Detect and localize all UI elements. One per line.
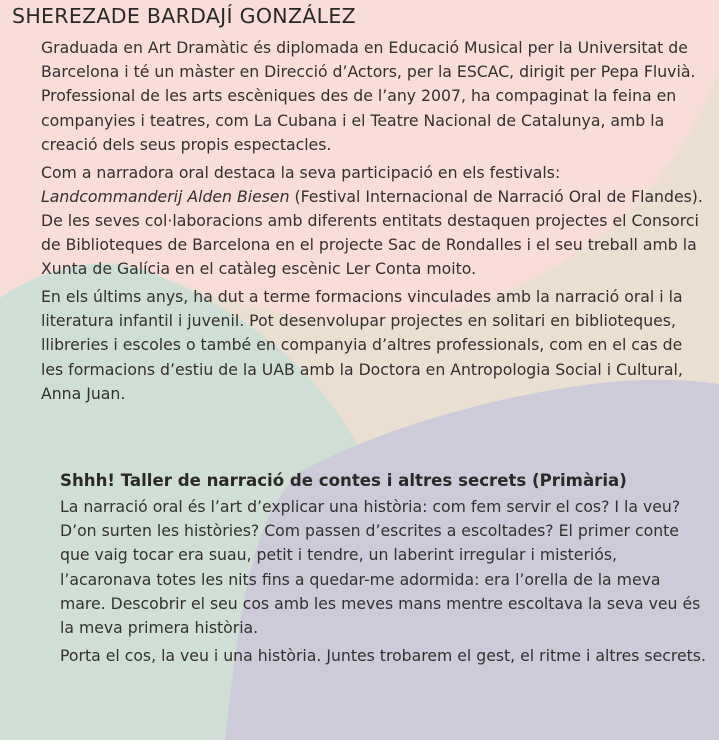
bio-festivals-rest: (Festival Internacional de Narració Oral de Flandes). De les seves col·laboracions amb diferents entitats destaquen projectes el Consorci de Biblioteques de Barcelona en el projecte Sac de Rondalles i el seu treball amb la Xunta de Galícia en el catàleg escènic Ler Conta moito. [41, 186, 703, 279]
bio-paragraph: En els últims anys, ha dut a terme formacions vinculades amb la narració oral i la literatura infantil i juvenil. Pot desenvolupar projectes en solitari en biblioteques, llibreries i escoles o també en companyia d’altres professionals, com en el cas de les formacions d’estiu de la UAB amb la Doctora en Antropologia Social i Cultural, Anna Juan. [41, 287, 683, 403]
festival-name: Landcommanderij Alden Biesen [41, 186, 290, 206]
profile-name: SHEREZADE BARDAJÍ GONZÁLEZ [12, 4, 356, 28]
workshop-title: Shhh! Taller de narració de contes i altres secrets (Primària) [60, 471, 627, 490]
profile-bio [41, 36, 705, 410]
bio-paragraph: Graduada en Art Dramàtic és diplomada en Educació Musical per la Universitat de Barcelona i té un màster en Direcció d’Actors, per la ESCAC, dirigit per Pepa Fluvià. Professional de les arts escèniques des de l’any 2007, ha compaginat la feina en companyies i teatres, com La Cubana i el Teatre Nacional de Catalunya, amb la creació dels seus propis espectacles. [41, 38, 696, 154]
bio-festivals-lead: Com a narradora oral destaca la seva participació en els festivals: [41, 162, 561, 182]
workshop-section [60, 469, 710, 671]
workshop-paragraph: La narració oral és l’art d’explicar una història: com fem servir el cos? I la veu? D’on surten les històries? Com passen d’escrites a escoltades? El primer conte que vaig tocar era suau, petit i tendre, un laberint irregular i misteriós, l’acaronava totes les nits fins a quedar-me adormida: era l’orella de la meva mare. Descobrir el seu cos amb les meves mans mentre escoltava la seva veu és la meva primera història. [60, 497, 701, 638]
bio-paragraph-festivals [41, 161, 705, 282]
workshop-paragraph: Porta el cos, la veu i una història. Juntes trobarem el gest, el ritme i altres secrets. [60, 645, 706, 665]
